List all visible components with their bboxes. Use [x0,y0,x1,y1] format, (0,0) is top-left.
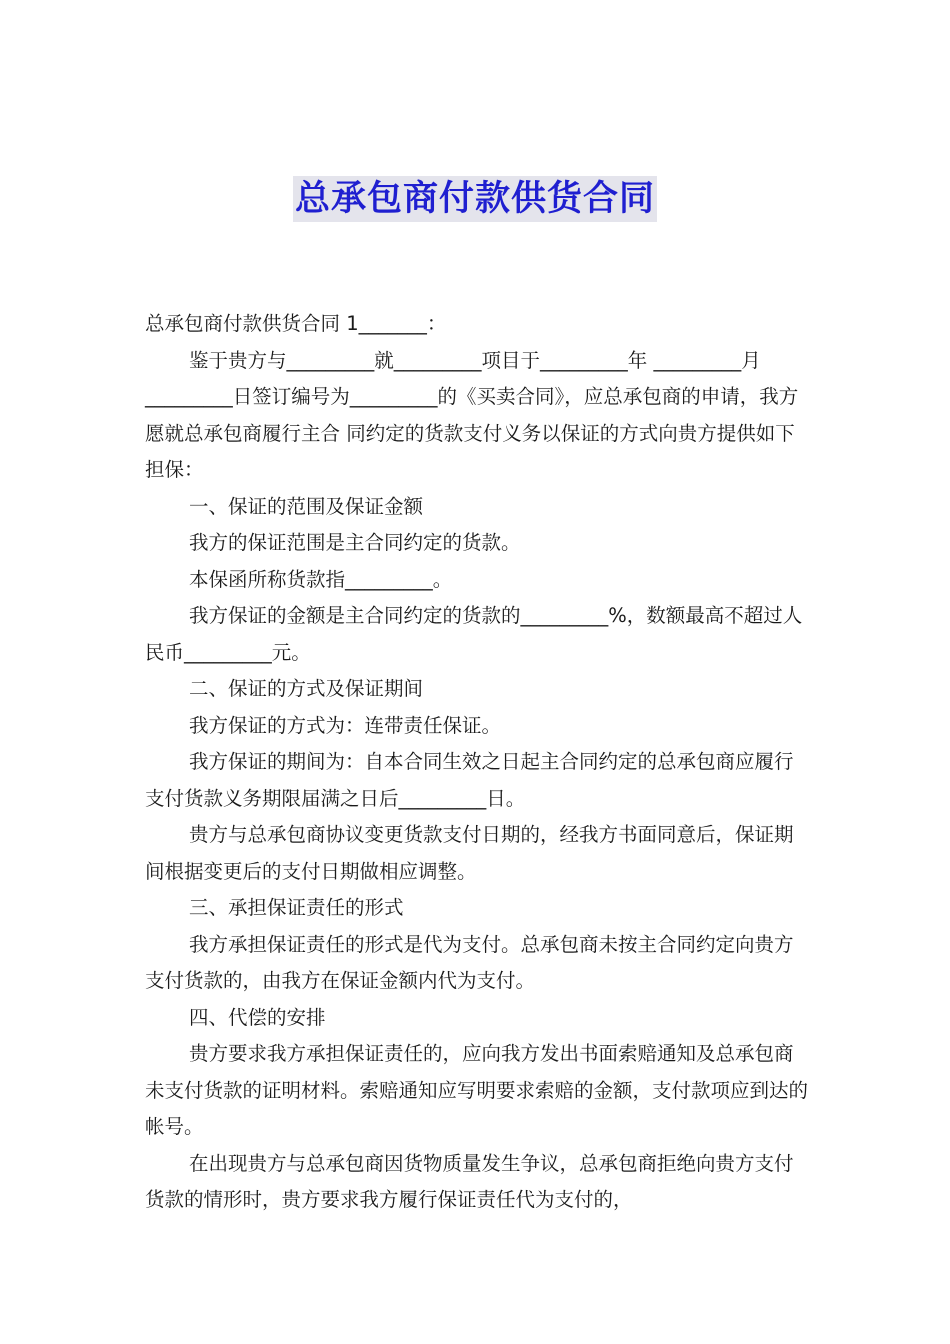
paragraph: 贵方要求我方承担保证责任的，应向我方发出书面索赔通知及总承包商未支付货款的证明材料。索赔通知应写明要求索赔的金额，支付款项应到达的帐号。 [145,1042,809,1138]
paragraph: 我方保证的金额是主合同约定的货款的_________%，数额最高不超过人民币_________元。 [145,604,803,664]
document-title: 总承包商付款供货合同 [293,176,657,222]
section-heading: 一、保证的范围及保证金额 [189,494,424,518]
paragraph: 我方承担保证责任的形式是代为支付。总承包商未按主合同约定向贵方支付货款的，由我方在保证金额内代为支付。 [145,932,794,992]
paragraph: 贵方与总承包商协议变更货款支付日期的，经我方书面同意后，保证期间根据变更后的支付日期做相应调整。 [145,823,794,883]
title-container [0,176,950,222]
section-heading: 三、承担保证责任的形式 [189,896,404,919]
paragraph: 在出现贵方与总承包商因货物质量发生争议，总承包商拒绝向贵方支付货款的情形时，贵方要求我方履行保证责任代为支付的， [145,1151,794,1211]
paragraph: 鉴于贵方与_________就_________项目于_________年 _________月_________日签订编号为_________的《买卖合同》，应总承包商的申请，我方愿就总承包商履行主合 同约定的货款支付义务以保证的方式向贵方提供如下担保： [145,348,799,481]
section-heading: 二、保证的方式及保证期间 [189,677,424,700]
paragraph: 我方保证的方式为：连带责任保证。 [189,713,502,737]
paragraph: 本保函所称货款指_________。 [189,567,453,591]
paragraph: 我方的保证范围是主合同约定的货款。 [189,531,521,554]
paragraph: 我方保证的期间为：自本合同生效之日起主合同约定的总承包商应履行支付货款义务期限届满之日后_________日。 [145,750,794,810]
paragraph: 总承包商付款供货合同 1_______： [145,312,447,335]
document-body [145,306,809,1219]
section-heading: 四、代偿的安排 [189,1005,326,1029]
